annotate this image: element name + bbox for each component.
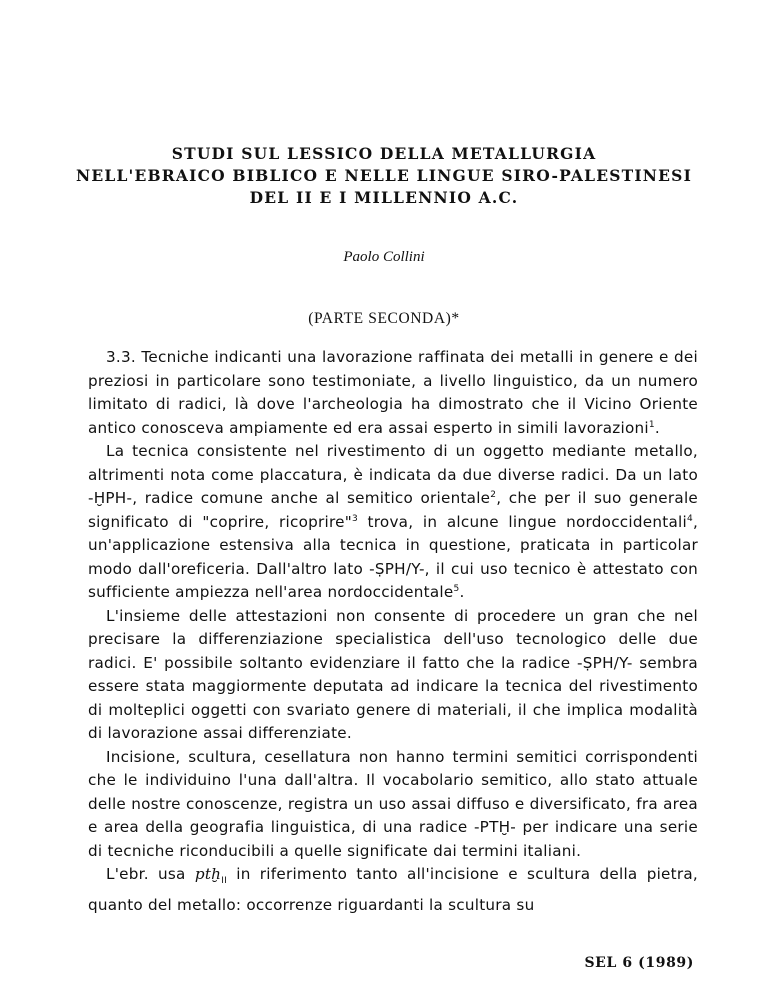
text-run: , che per il suo generale significato di "coprire, ricoprire" [88, 489, 699, 531]
title-line-2: NELL'EBRAICO BIBLICO E NELLE LINGUE SIRO-PALESTINESI [75, 166, 693, 185]
text-run: in riferimento tanto all'incisione e scultura della pietra, quanto del metallo: occorrenze riguardanti la scultura su [88, 865, 698, 914]
author-name: Paolo Collini [343, 249, 425, 265]
article-body [88, 346, 698, 917]
footnote-ref[interactable]: 2 [490, 489, 497, 500]
paragraph-2 [88, 440, 698, 605]
paragraph-1 [88, 346, 698, 440]
article-title [0, 143, 768, 209]
text-run: La tecnica consistente nel rivestimento di un oggetto mediante metallo, altrimenti nota come placcatura, è indicata da due diverse radici. Da un lato -ḪPH-, radice comune anche al semitico orientale [88, 442, 698, 507]
text-run: L'insieme delle attestazioni non consente di procedere un gran che nel precisare la differenziazione specialistica dell'uso tecnologico delle due radici. E' possibile soltanto evidenziare il fatto che la radice -ṢPH/Y- sembra essere stata maggiormente deputata ad indicare la tecnica del rivestimento di molteplici oggetti con svariato genere di materiali, il che implica modalità di lavorazione assai differenziate. [88, 606, 698, 742]
text-run: 3.3. Tecniche indicanti una lavorazione raffinata dei metalli in genere e dei preziosi in particolare sono testimoniate, a livello linguistico, da un numero limitato di radici, là dove l'archeologia ha dimostrato che il Vicino Oriente antico conosceva ampiamente ed era assai esperto in simili lavorazioni [88, 348, 698, 437]
italic-term: ptḫ [194, 865, 222, 883]
part-heading: (PARTE SECONDA)* [308, 310, 460, 327]
subscript: II [221, 876, 228, 887]
text-run: Incisione, scultura, cesellatura non hanno termini semitici corrispondenti che le individuino l'una dall'altra. Il vocabolario semitico, allo stato attuale delle nostre conoscenze, registra un uso assai diffuso e diversificato, fra area e area della geografia linguistica, di una radice -PTḪ- per indicare una serie di tecniche riconducibili a quelle significate dai termini italiani. [88, 747, 698, 860]
paragraph-3 [88, 605, 698, 746]
paragraph-4 [88, 746, 698, 864]
footnote-ref[interactable]: 3 [351, 513, 358, 524]
footnote-ref[interactable]: 1 [648, 419, 655, 430]
text-run: trova, in alcune lingue nordoccidentali [357, 512, 687, 531]
footnote-ref[interactable]: 5 [453, 583, 460, 594]
journal-citation: SEL 6 (1989) [584, 955, 694, 971]
text-run: . [654, 418, 660, 437]
text-run: , un'applicazione estensiva alla tecnica in questione, praticata in particolar modo dall'oreficeria. Dall'altro lato -ṢPH/Y-, il cui uso tecnico è attestato con sufficiente ampiezza nell'area nordoccidentale [88, 512, 699, 601]
paragraph-5 [88, 863, 698, 917]
text-run: . [459, 583, 465, 601]
title-line-1: STUDI SUL LESSICO DELLA METALLURGIA [171, 144, 597, 163]
text-run: L'ebr. usa [106, 865, 195, 883]
footnote-ref[interactable]: 4 [686, 513, 693, 524]
title-line-3: DEL II E I MILLENNIO A.C. [249, 188, 519, 207]
